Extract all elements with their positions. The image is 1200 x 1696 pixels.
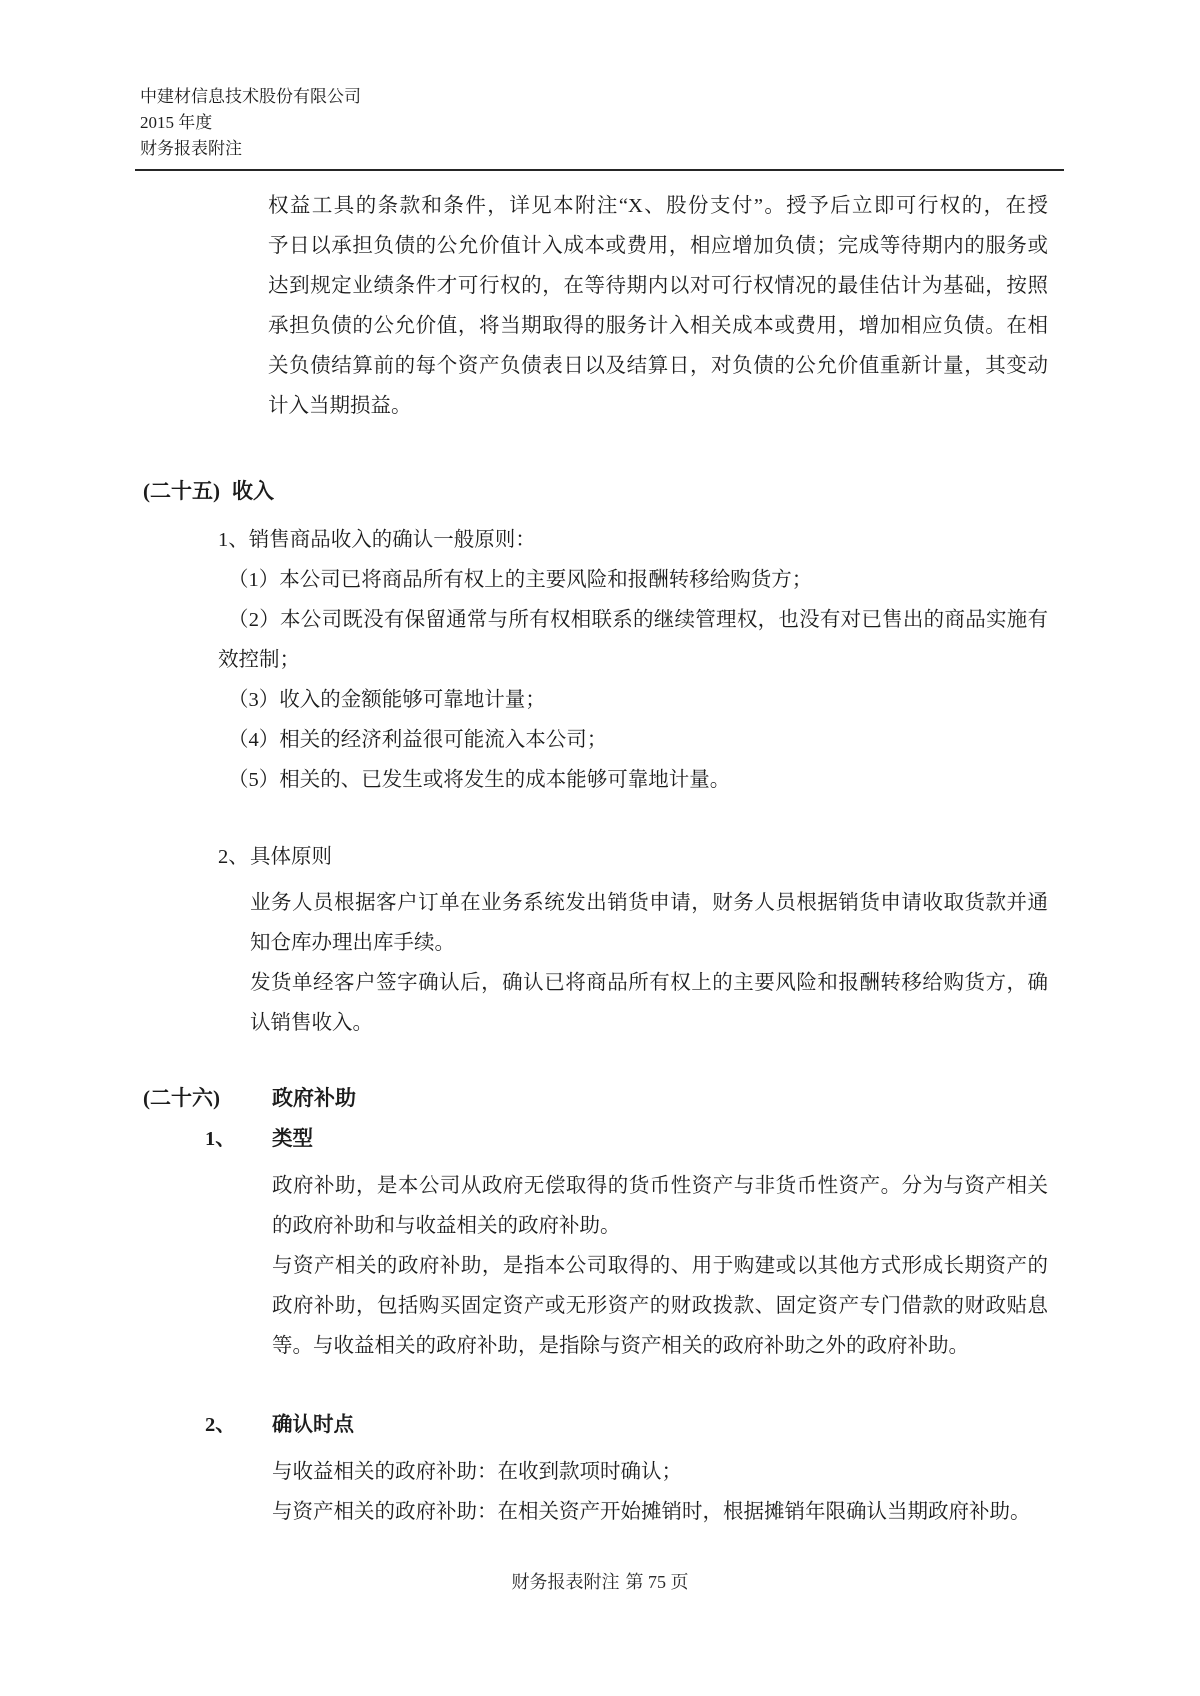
paragraph-line: 与收益相关的政府补助：在收到款项时确认； — [272, 1461, 682, 1483]
paragraph-line: 的政府补助和与收益相关的政府补助。 — [272, 1215, 621, 1237]
principle-line: （1）本公司已将商品所有权上的主要风险和报酬转移给购货方； — [228, 569, 813, 591]
recognition-timing-paragraph — [272, 1452, 1048, 1532]
principle-line: （2）本公司既没有保留通常与所有权相联系的继续管理权，也没有对已售出的商品实施有 — [228, 609, 1048, 631]
specific-principles-paragraph — [250, 883, 1048, 1043]
paragraph-line: 与资产相关的政府补助：在相关资产开始摊销时，根据摊销年限确认当期政府补助。 — [272, 1501, 1031, 1523]
paragraph-line: 政府补助，是本公司从政府无偿取得的货币性资产与非货币性资产。分为与资产相关 — [272, 1175, 1048, 1197]
paragraph-line: 政府补助，包括购买固定资产或无形资产的财政拨款、固定资产专门借款的财政贴息 — [272, 1295, 1048, 1317]
share-payment-paragraph — [268, 186, 1048, 426]
paragraph-line: 发货单经客户签字确认后，确认已将商品所有权上的主要风险和报酬转移给购货方，确 — [250, 972, 1048, 994]
principle-line: （5）相关的、已发生或将发生的成本能够可靠地计量。 — [228, 769, 731, 791]
paragraph-line: 等。与收益相关的政府补助，是指除与资产相关的政府补助之外的政府补助。 — [272, 1335, 969, 1357]
page-header — [140, 84, 361, 162]
company-name: 中建材信息技术股份有限公司 — [140, 87, 361, 106]
recognition-timing-heading — [205, 1412, 354, 1438]
section-25-heading — [143, 478, 274, 504]
paragraph-line: 承担负债的公允价值，将当期取得的服务计入相关成本或费用，增加相应负债。在相 — [268, 315, 1048, 337]
subsidy-type-paragraph — [272, 1166, 1048, 1366]
revenue-general-principles — [0, 520, 1200, 800]
recognition-timing-label: 确认时点 — [272, 1414, 354, 1436]
paragraph-line: 关负债结算前的每个资产负债表日以及结算日，对负债的公允价值重新计量，其变动 — [268, 355, 1048, 377]
section-26-heading — [143, 1085, 356, 1111]
footer-label: 财务报表附注 — [511, 1572, 620, 1592]
principle-line: 效控制； — [218, 649, 300, 671]
section-25-number: (二十五) — [143, 479, 220, 503]
footer-page-number: 第 75 页 — [625, 1572, 689, 1592]
section-26-title: 政府补助 — [272, 1086, 356, 1110]
paragraph-line: 业务人员根据客户订单在业务系统发出销货申请，财务人员根据销货申请收取货款并通 — [250, 892, 1048, 914]
principle-line: （4）相关的经济利益很可能流入本公司； — [228, 729, 608, 751]
specific-principles-number: 2、 — [218, 846, 249, 868]
report-period: 2015 年度 — [140, 113, 213, 132]
paragraph-line: 认销售收入。 — [250, 1012, 373, 1034]
subsidy-type-label: 类型 — [272, 1128, 313, 1150]
paragraph-line: 达到规定业绩条件才可行权的，在等待期内以对可行权情况的最佳估计为基础，按照 — [268, 275, 1048, 297]
paragraph-line: 计入当期损益。 — [268, 395, 412, 417]
paragraph-line: 知仓库办理出库手续。 — [250, 932, 455, 954]
section-26-number: (二十六) — [143, 1086, 220, 1110]
doc-title: 财务报表附注 — [140, 139, 242, 158]
section-25-title: 收入 — [232, 479, 274, 503]
page-footer — [0, 1570, 1200, 1594]
specific-principles-label: 具体原则 — [250, 846, 332, 868]
paragraph-line: 与资产相关的政府补助，是指本公司取得的、用于购建或以其他方式形成长期资产的 — [272, 1255, 1048, 1277]
recognition-timing-number: 2、 — [205, 1414, 236, 1436]
paragraph-line: 予日以承担负债的公允价值计入成本或费用，相应增加负债；完成等待期内的服务或 — [268, 235, 1048, 257]
specific-principles-heading — [218, 844, 332, 870]
subsidy-type-number: 1、 — [205, 1128, 236, 1150]
paragraph-line: 权益工具的条款和条件，详见本附注“X、股份支付”。授予后立即可行权的，在授 — [268, 195, 1048, 217]
principle-line: （3）收入的金额能够可靠地计量； — [228, 689, 546, 711]
header-rule — [135, 169, 1064, 171]
subsidy-type-heading — [205, 1126, 313, 1152]
revenue-general-principles-heading: 1、销售商品收入的确认一般原则： — [218, 529, 536, 551]
